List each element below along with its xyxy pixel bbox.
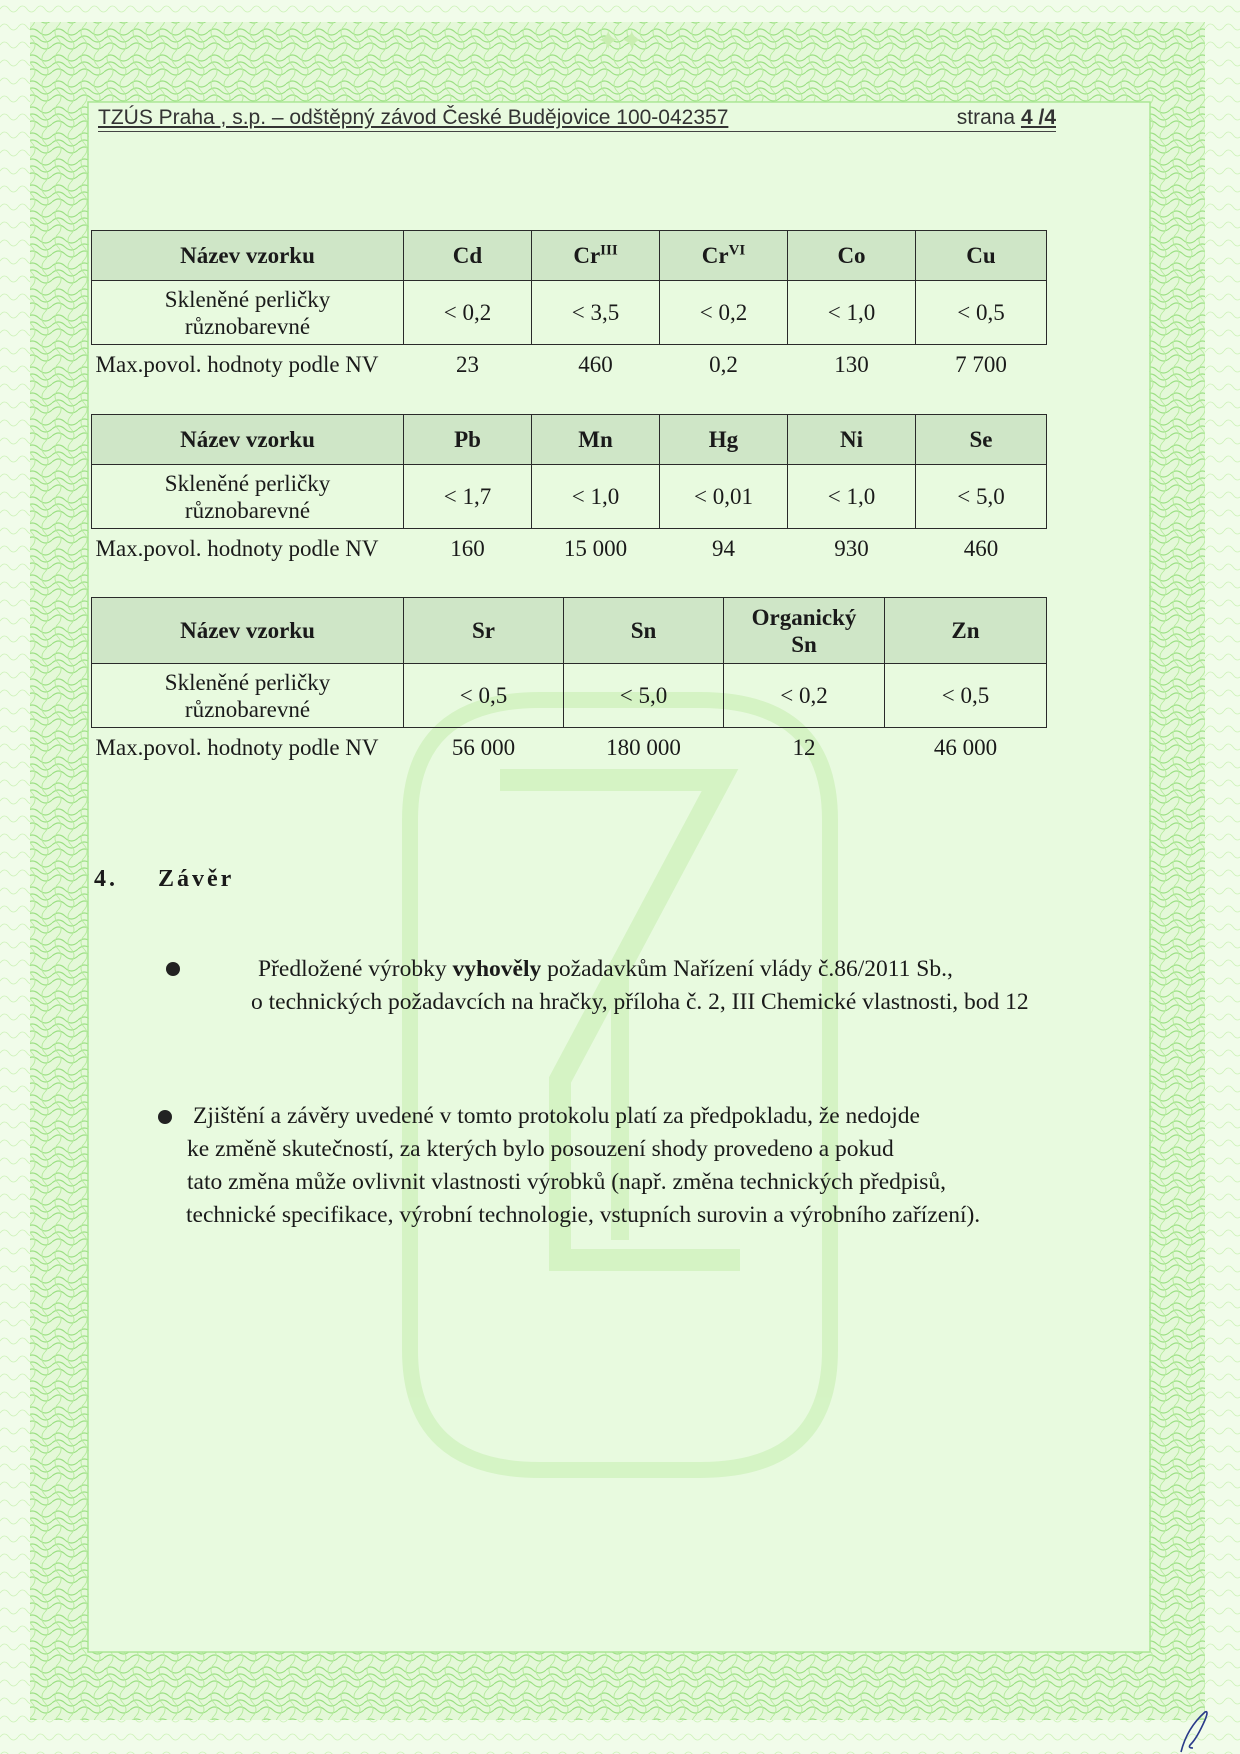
sample-name-line: různobarevné bbox=[184, 696, 311, 722]
table-cell: < 5,0 bbox=[916, 465, 1047, 529]
max-limit-value: 12 bbox=[792, 735, 816, 761]
column-header: Co bbox=[788, 231, 916, 281]
sample-name-line: Skleněné perličky bbox=[164, 669, 331, 695]
max-limit-value: 180 000 bbox=[606, 735, 681, 761]
table-cell: < 0,2 bbox=[724, 664, 885, 728]
column-header: Cu bbox=[916, 231, 1047, 281]
conclusion-line: ke změně skutečností, za kterých bylo posouzení shody provedeno a pokud bbox=[187, 1136, 894, 1162]
results-table-3 bbox=[91, 597, 1046, 768]
results-table-2 bbox=[91, 414, 1046, 569]
table-cell: < 0,2 bbox=[660, 281, 788, 345]
max-limit-value: 46 000 bbox=[933, 735, 998, 761]
header-line: Sn bbox=[791, 631, 817, 657]
page-value: 4 /4 bbox=[1020, 106, 1056, 129]
table-cell: < 1,0 bbox=[532, 465, 660, 529]
sample-name-line: různobarevné bbox=[184, 497, 311, 523]
page-number bbox=[957, 106, 1056, 130]
column-header: Sn bbox=[564, 598, 724, 664]
emphasis: vyhověly bbox=[452, 956, 542, 982]
max-limit-label: Max.povol. hodnoty podle NV bbox=[95, 536, 379, 562]
section-title: Závěr bbox=[158, 866, 235, 892]
table-cell: < 0,01 bbox=[660, 465, 788, 529]
conclusion-line: tato změna může ovlivnit vlastnosti výrobků (např. změna technických předpisů, bbox=[187, 1169, 946, 1195]
column-header: Sr bbox=[404, 598, 564, 664]
superscript: VI bbox=[728, 242, 746, 259]
signature-mark bbox=[1175, 1708, 1215, 1754]
max-limit-row bbox=[92, 529, 1047, 569]
column-header bbox=[660, 231, 788, 281]
column-header: Pb bbox=[404, 415, 532, 465]
element-symbol: Cr bbox=[701, 243, 729, 268]
column-header: Se bbox=[916, 415, 1047, 465]
bullet-dot bbox=[166, 962, 180, 976]
column-header: Název vzorku bbox=[92, 415, 404, 465]
table-cell: < 1,0 bbox=[788, 281, 916, 345]
text-run: Předložené výrobky bbox=[258, 956, 453, 982]
column-header bbox=[724, 598, 885, 664]
sample-name-line: Skleněné perličky bbox=[164, 470, 331, 496]
max-limit-row bbox=[92, 728, 1047, 768]
table-cell: < 0,5 bbox=[404, 664, 564, 728]
table-row bbox=[92, 281, 1047, 345]
column-header: Cd bbox=[404, 231, 532, 281]
table-header-row bbox=[92, 415, 1047, 465]
sample-name-line: různobarevné bbox=[184, 313, 311, 339]
table-cell: < 3,5 bbox=[532, 281, 660, 345]
element-symbol: Cr bbox=[573, 243, 601, 268]
header-line: Organický bbox=[751, 604, 857, 630]
header-rule bbox=[98, 131, 1056, 132]
page-prefix: strana bbox=[956, 106, 1016, 129]
max-limit-value: 160 bbox=[450, 536, 485, 562]
max-limit-value: 460 bbox=[963, 536, 999, 562]
max-limit-label: Max.povol. hodnoty podle NV bbox=[95, 735, 379, 761]
table-row bbox=[92, 465, 1047, 529]
max-limit-value: 0,2 bbox=[709, 352, 738, 378]
table-cell: < 1,7 bbox=[404, 465, 532, 529]
table-header-row bbox=[92, 598, 1047, 664]
superscript: III bbox=[600, 242, 618, 259]
sample-name bbox=[92, 664, 404, 728]
sample-name bbox=[92, 281, 404, 345]
sample-name-line: Skleněné perličky bbox=[164, 286, 331, 312]
max-limit-value: 56 000 bbox=[451, 735, 516, 761]
max-limit-value: 7 700 bbox=[955, 352, 1007, 378]
column-header: Ni bbox=[788, 415, 916, 465]
table-cell: < 1,0 bbox=[788, 465, 916, 529]
column-header: Zn bbox=[885, 598, 1047, 664]
table-cell: < 0,2 bbox=[404, 281, 532, 345]
section-number: 4. bbox=[94, 866, 118, 892]
column-header: Hg bbox=[660, 415, 788, 465]
table-header-row bbox=[92, 231, 1047, 281]
max-limit-value: 130 bbox=[834, 352, 869, 378]
conclusion-line bbox=[258, 953, 953, 986]
max-limit-row bbox=[92, 345, 1047, 385]
table-cell: < 0,5 bbox=[916, 281, 1047, 345]
conclusion-line: o technických požadavcích na hračky, příloha č. 2, III Chemické vlastnosti, bod 12 bbox=[251, 989, 1029, 1015]
max-limit-value: 930 bbox=[834, 536, 869, 562]
results-table-1 bbox=[91, 230, 1046, 385]
document-header bbox=[98, 106, 1056, 132]
svg-text:✦✦: ✦✦ bbox=[596, 24, 644, 57]
table-cell: < 0,5 bbox=[885, 664, 1047, 728]
max-limit-value: 94 bbox=[712, 536, 735, 562]
column-header bbox=[532, 231, 660, 281]
max-limit-value: 15 000 bbox=[563, 536, 628, 562]
column-header: Mn bbox=[532, 415, 660, 465]
section-heading bbox=[94, 866, 234, 893]
max-limit-value: 23 bbox=[456, 352, 479, 378]
max-limit-value: 460 bbox=[578, 352, 613, 378]
conclusion-line: technické specifikace, výrobní technologie, vstupních surovin a výrobního zařízení). bbox=[186, 1202, 981, 1228]
max-limit-label: Max.povol. hodnoty podle NV bbox=[95, 352, 379, 378]
table-cell: < 5,0 bbox=[564, 664, 724, 728]
conclusion-line: Zjištění a závěry uvedené v tomto protokolu platí za předpokladu, že nedojde bbox=[193, 1103, 920, 1129]
header-title: TZÚS Praha , s.p. – odštěpný závod České Budějovice 100-042357 bbox=[98, 106, 729, 129]
text-run: požadavkům Nařízení vlády č.86/2011 Sb., bbox=[541, 956, 953, 982]
bullet-dot bbox=[158, 1110, 172, 1124]
column-header: Název vzorku bbox=[92, 598, 404, 664]
column-header: Název vzorku bbox=[92, 231, 404, 281]
sample-name bbox=[92, 465, 404, 529]
table-row bbox=[92, 664, 1047, 728]
